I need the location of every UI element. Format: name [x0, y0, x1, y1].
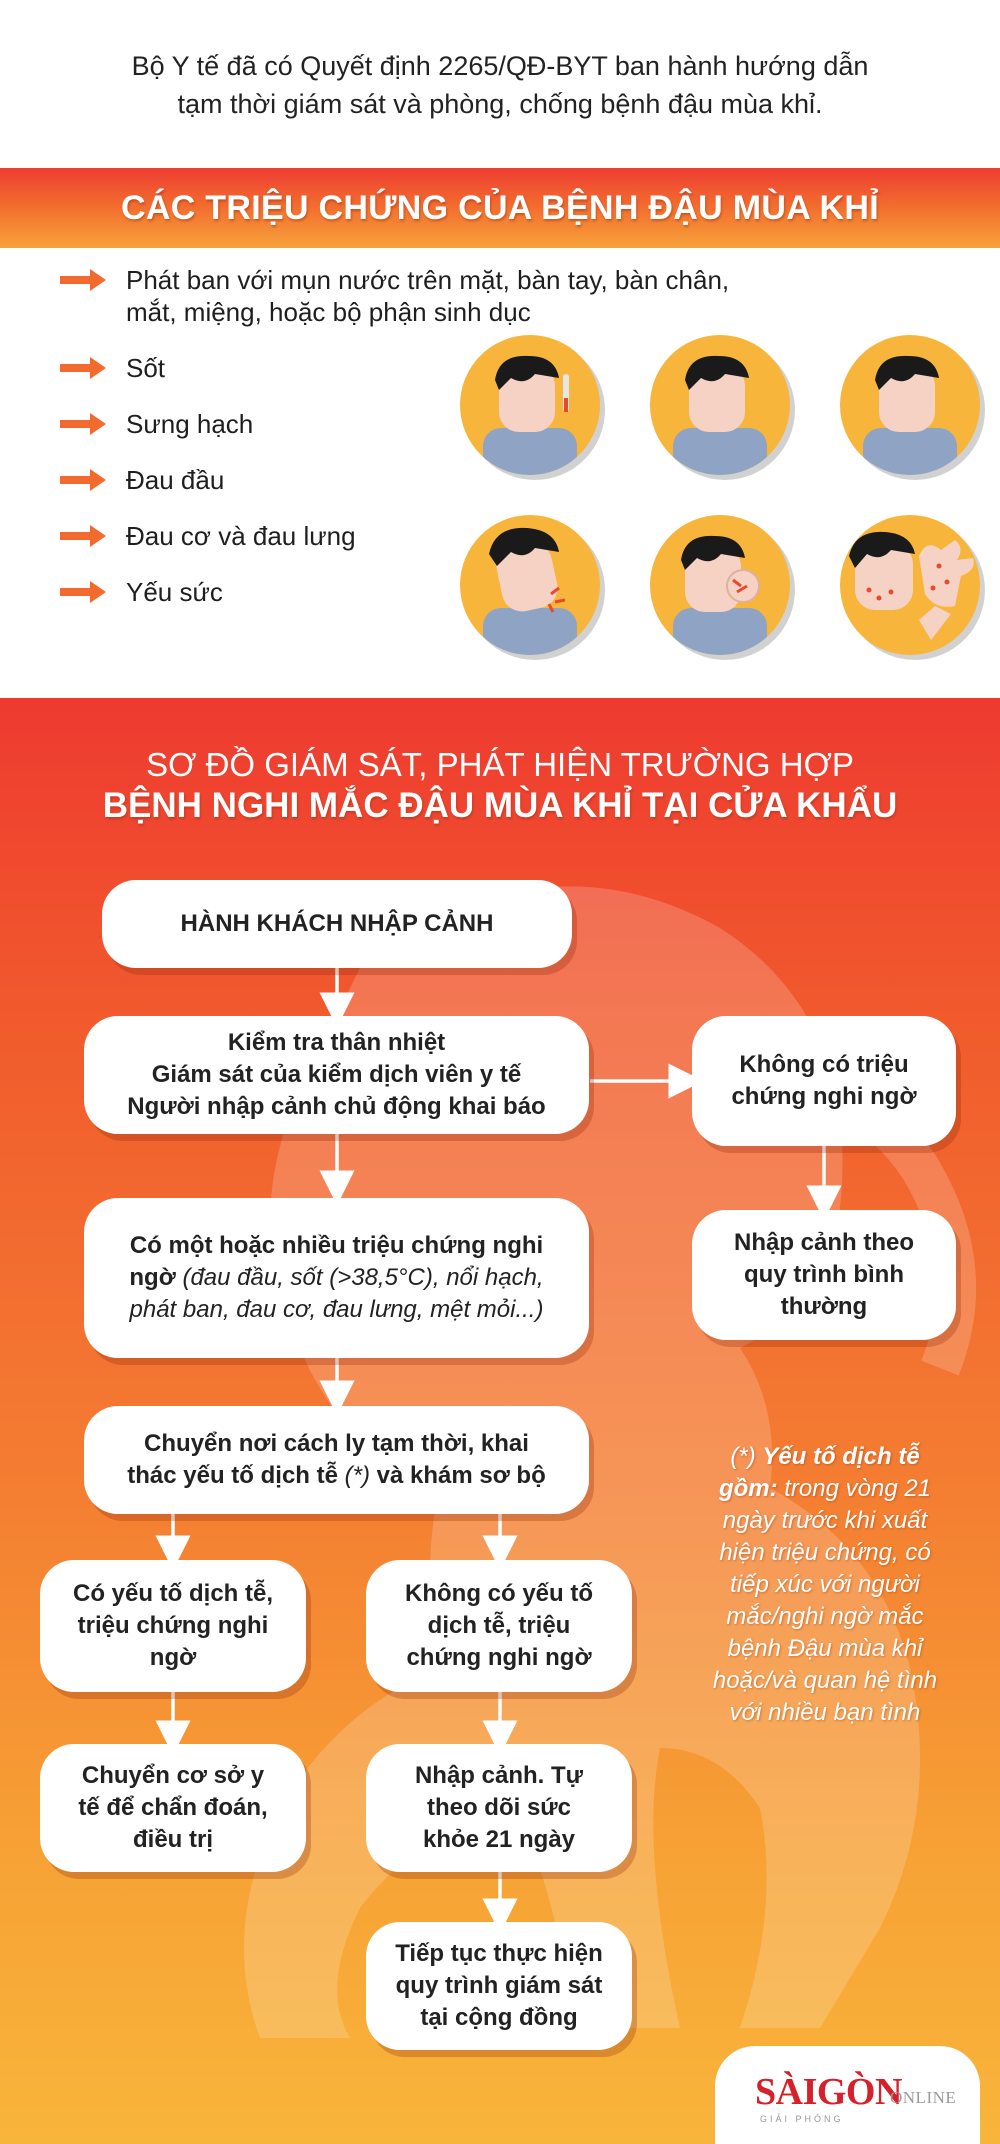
arrow-right-icon — [60, 579, 106, 605]
flow-node-community-text: Tiếp tục thực hiện quy trình giám sát tại cộng đồng — [395, 1940, 603, 2031]
symptom-headache: Đau đầu — [126, 465, 225, 495]
intro-line-1: Bộ Y tế đã có Quyết định 2265/QĐ-BYT ban hành hướng dẫn — [131, 51, 869, 81]
flow-node-isolation-part-2: và khám sơ bộ — [369, 1462, 546, 1489]
symptoms-title: CÁC TRIỆU CHỨNG CỦA BỆNH ĐẬU MÙA KHỈ — [120, 188, 880, 227]
fever-thermometer-icon — [455, 330, 605, 480]
flow-node-no-symptoms-text: Không có triệu chứng nghi ngờ — [731, 1051, 917, 1110]
flow-node-isolation — [84, 1406, 589, 1514]
symptom-illustrations — [445, 330, 985, 670]
flow-node-epi-yes — [40, 1560, 306, 1692]
flowchart-title-line-1: SƠ ĐỒ GIÁM SÁT, PHÁT HIỆN TRƯỜNG HỢP — [146, 746, 854, 783]
symptom-item — [60, 464, 224, 496]
symptom-item — [60, 264, 729, 328]
epidemiology-note-text: trong vòng 21 ngày trước khi xuất hiện triệu chứng, có tiếp xúc với người mắc/nghi ngờ mắc bệnh Đậu mùa khỉ hoặc/và quan hệ tình với nhiều bạn tình — [712, 1475, 938, 1726]
flow-node-self-monitor — [366, 1744, 632, 1872]
logo-tag-text: GIẢI PHÓNG — [760, 2114, 844, 2124]
flow-node-screening-line-3: Người nhập cảnh chủ động khai báo — [127, 1093, 546, 1120]
symptom-swollen-lymph: Sưng hạch — [126, 409, 254, 439]
epidemiology-note — [705, 1441, 945, 1729]
flow-node-screening-line-1: Kiểm tra thân nhiệt — [227, 1029, 446, 1056]
flow-node-epi-no-text: Không có yếu tố dịch tễ, triệu chứng nghi ngờ — [405, 1580, 593, 1671]
symptom-muscle-back-pain: Đau cơ và đau lưng — [126, 521, 356, 551]
neck-pain-icon — [455, 510, 605, 660]
flow-node-symptoms-bold: Có một hoặc nhiều triệu chứng nghi ngờ — [129, 1232, 544, 1291]
flow-node-normal-entry — [692, 1210, 956, 1340]
headache-icon — [835, 330, 985, 480]
epidemiology-note-heading: Yếu tố dịch tễ gồm: — [718, 1443, 920, 1502]
flow-node-isolation-part-1: Chuyển nơi cách ly tạm thời, khai thác yếu tố dịch tễ — [127, 1430, 529, 1489]
epidemiology-note-mark: (*) — [730, 1443, 763, 1470]
back-pain-icon — [645, 510, 795, 660]
flow-node-isolation-mark: (*) — [344, 1462, 370, 1489]
rash-hands-icon — [835, 510, 985, 660]
logo-sub-text: ONLINE — [890, 2088, 957, 2107]
flow-node-screening — [84, 1016, 589, 1134]
symptom-item — [60, 576, 223, 608]
flowchart-title-line-2: BỆNH NGHI MẮC ĐẬU MÙA KHỈ TẠI CỬA KHẨU — [102, 786, 898, 825]
arrow-right-icon — [60, 411, 106, 437]
flow-node-arrival-text: HÀNH KHÁCH NHẬP CẢNH — [180, 910, 494, 937]
symptoms-banner — [0, 168, 1000, 248]
symptom-item — [60, 520, 356, 552]
arrow-right-icon — [60, 467, 106, 493]
flow-node-epi-no — [366, 1560, 632, 1692]
flow-node-normal-entry-text: Nhập cảnh theo quy trình bình thường — [733, 1229, 914, 1320]
logo-main-text: SÀIGÒN — [755, 2071, 902, 2113]
flow-node-self-monitor-text: Nhập cảnh. Tự theo dõi sức khỏe 21 ngày — [414, 1762, 584, 1853]
flow-node-screening-line-2: Giám sát của kiểm dịch viên y tế — [151, 1061, 522, 1088]
intro-line-2: tạm thời giám sát và phòng, chống bệnh đậu mùa khỉ. — [177, 89, 823, 119]
symptom-rash-line-1: Phát ban với mụn nước trên mặt, bàn tay, bàn chân, — [126, 265, 730, 295]
flow-node-hospital-text: Chuyển cơ sở y tế để chẩn đoán, điều trị — [78, 1762, 268, 1853]
symptom-fever: Sốt — [126, 353, 166, 383]
flow-node-no-symptoms — [692, 1016, 956, 1146]
flow-node-hospital — [40, 1744, 306, 1872]
symptom-weakness: Yếu sức — [126, 577, 223, 607]
intro-section — [0, 0, 1000, 170]
flow-node-symptoms-italic: (đau đầu, sốt (>38,5°C), nổi hạch, phát ban, đau cơ, đau lưng, mệt mỏi...) — [129, 1264, 544, 1323]
saigon-online-logo — [715, 2046, 980, 2144]
arrow-right-icon — [60, 355, 106, 381]
flow-node-arrival — [102, 880, 572, 968]
flow-node-symptoms — [84, 1198, 589, 1358]
symptom-item — [60, 408, 253, 440]
flow-node-community — [366, 1922, 632, 2050]
symptom-rash-line-2: mắt, miệng, hoặc bộ phận sinh dục — [126, 297, 531, 327]
flowchart-section — [0, 698, 1000, 2144]
arrow-right-icon — [60, 267, 106, 293]
arrow-right-icon — [60, 523, 106, 549]
symptom-item — [60, 352, 165, 384]
swollen-lymph-icon — [645, 330, 795, 480]
flow-node-epi-yes-text: Có yếu tố dịch tễ, triệu chứng nghi ngờ — [72, 1580, 273, 1671]
intro-text — [120, 47, 880, 123]
